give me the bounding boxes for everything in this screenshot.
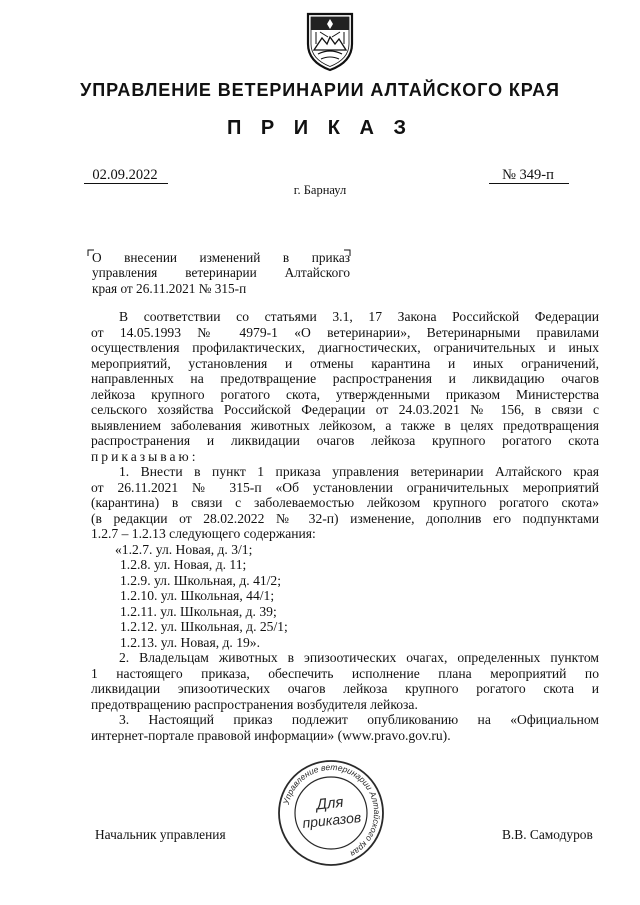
list-item: «1.2.7. ул. Новая, д. 3/1; bbox=[115, 541, 253, 557]
subject-line: края от 26.11.2021 № 315-п bbox=[92, 280, 247, 296]
body-line: (в редакции от 28.02.2022 № 32-п) изменение, дополнив его подпунктами bbox=[91, 510, 599, 526]
body-line: ликвидации эпизоотических очагов лейкоза крупного рогатого скота и bbox=[91, 681, 599, 696]
list-item: 1.2.11. ул. Школьная, д. 39; bbox=[120, 603, 277, 619]
stamp-inner-text-1: Для bbox=[315, 793, 345, 814]
document-type-title: П Р И К А З bbox=[226, 117, 414, 139]
body-line: 2. Владельцам животных в эпизоотических очагах, определенных пунктом bbox=[119, 650, 599, 665]
body-line: 1. Внести в пункт 1 приказа управления ветеринарии Алтайского края bbox=[119, 464, 599, 479]
body-line: мероприятий, установления и отмены карантина и иных ограничений, bbox=[91, 355, 599, 371]
document-city: г. Барнаул bbox=[293, 183, 347, 197]
list-item: 1.2.13. ул. Новая, д. 19». bbox=[120, 634, 260, 650]
list-item: 1.2.9. ул. Школьная, д. 41/2; bbox=[120, 572, 282, 588]
body-line: сельского хозяйства Российской Федерации от 24.03.2021 № 156, в связи с bbox=[91, 402, 599, 417]
body-line: от 14.05.1993 № 4979-1 «О ветеринарии», Ветеринарными правилами bbox=[91, 324, 599, 340]
document-subject bbox=[92, 250, 350, 296]
stamp-seal-icon bbox=[276, 758, 386, 868]
list-item: 1.2.10. ул. Школьная, 44/1; bbox=[120, 588, 275, 603]
body-line: 1.2.7 – 1.2.13 следующего содержания: bbox=[91, 526, 316, 541]
body-line: 1 настоящего приказа, обеспечить исполнение плана мероприятий по bbox=[91, 665, 599, 681]
document-number: № 349-п bbox=[502, 167, 554, 183]
body-line: интернет-портале правовой информации» (www.pravo.gov.ru). bbox=[91, 727, 451, 743]
body-line: предотвращению распространения возбудителя лейкоза. bbox=[91, 696, 418, 712]
body-line: лейкоза крупного рогатого скота, утвержденными приказом Министерства bbox=[91, 386, 599, 402]
list-item: 1.2.8. ул. Новая, д. 11; bbox=[120, 557, 247, 572]
stamp-inner-text-2: приказов bbox=[301, 808, 362, 831]
body-line: распространения и ликвидации очагов лейкоза крупного рогатого скота bbox=[91, 433, 599, 448]
body-line: выявлением заболевания животных лейкозом, а также в целях предотвращения bbox=[91, 417, 599, 433]
body-line: направленных на предотвращение распространения и ликвидацию очагов bbox=[91, 371, 599, 386]
subject-line: управления ветеринарии Алтайского bbox=[92, 265, 350, 281]
body-line-order: приказываю: bbox=[91, 448, 199, 464]
organization-name: УПРАВЛЕНИЕ ВЕТЕРИНАРИИ АЛТАЙСКОГО КРАЯ bbox=[80, 80, 560, 100]
body-line: 3. Настоящий приказ подлежит опубликованию на «Официальном bbox=[119, 712, 599, 727]
document-body bbox=[91, 309, 599, 743]
stamp-outer-text: Управление ветеринарии Алтайского края bbox=[280, 761, 383, 859]
list-item: 1.2.12. ул. Школьная, д. 25/1; bbox=[120, 619, 288, 634]
subject-line: О внесении изменений в приказ bbox=[92, 250, 350, 265]
body-line: В соответствии со статьями 3.1, 17 Закона Российской Федерации bbox=[119, 309, 599, 324]
signatory-position: Начальник управления bbox=[95, 827, 226, 842]
signatory-name: В.В. Самодуров bbox=[502, 827, 593, 842]
body-line: осуществления профилактических, диагностических, ограничительных и иных bbox=[91, 340, 599, 355]
body-line: (карантина) в связи с заболеваемостью лейкозом крупного рогатого скота» bbox=[91, 495, 599, 510]
coat-of-arms-icon bbox=[300, 10, 360, 72]
document-date: 02.09.2022 bbox=[92, 167, 158, 183]
body-line: от 26.11.2021 № 315-п «Об установлении ограничительных мероприятий bbox=[91, 479, 599, 495]
